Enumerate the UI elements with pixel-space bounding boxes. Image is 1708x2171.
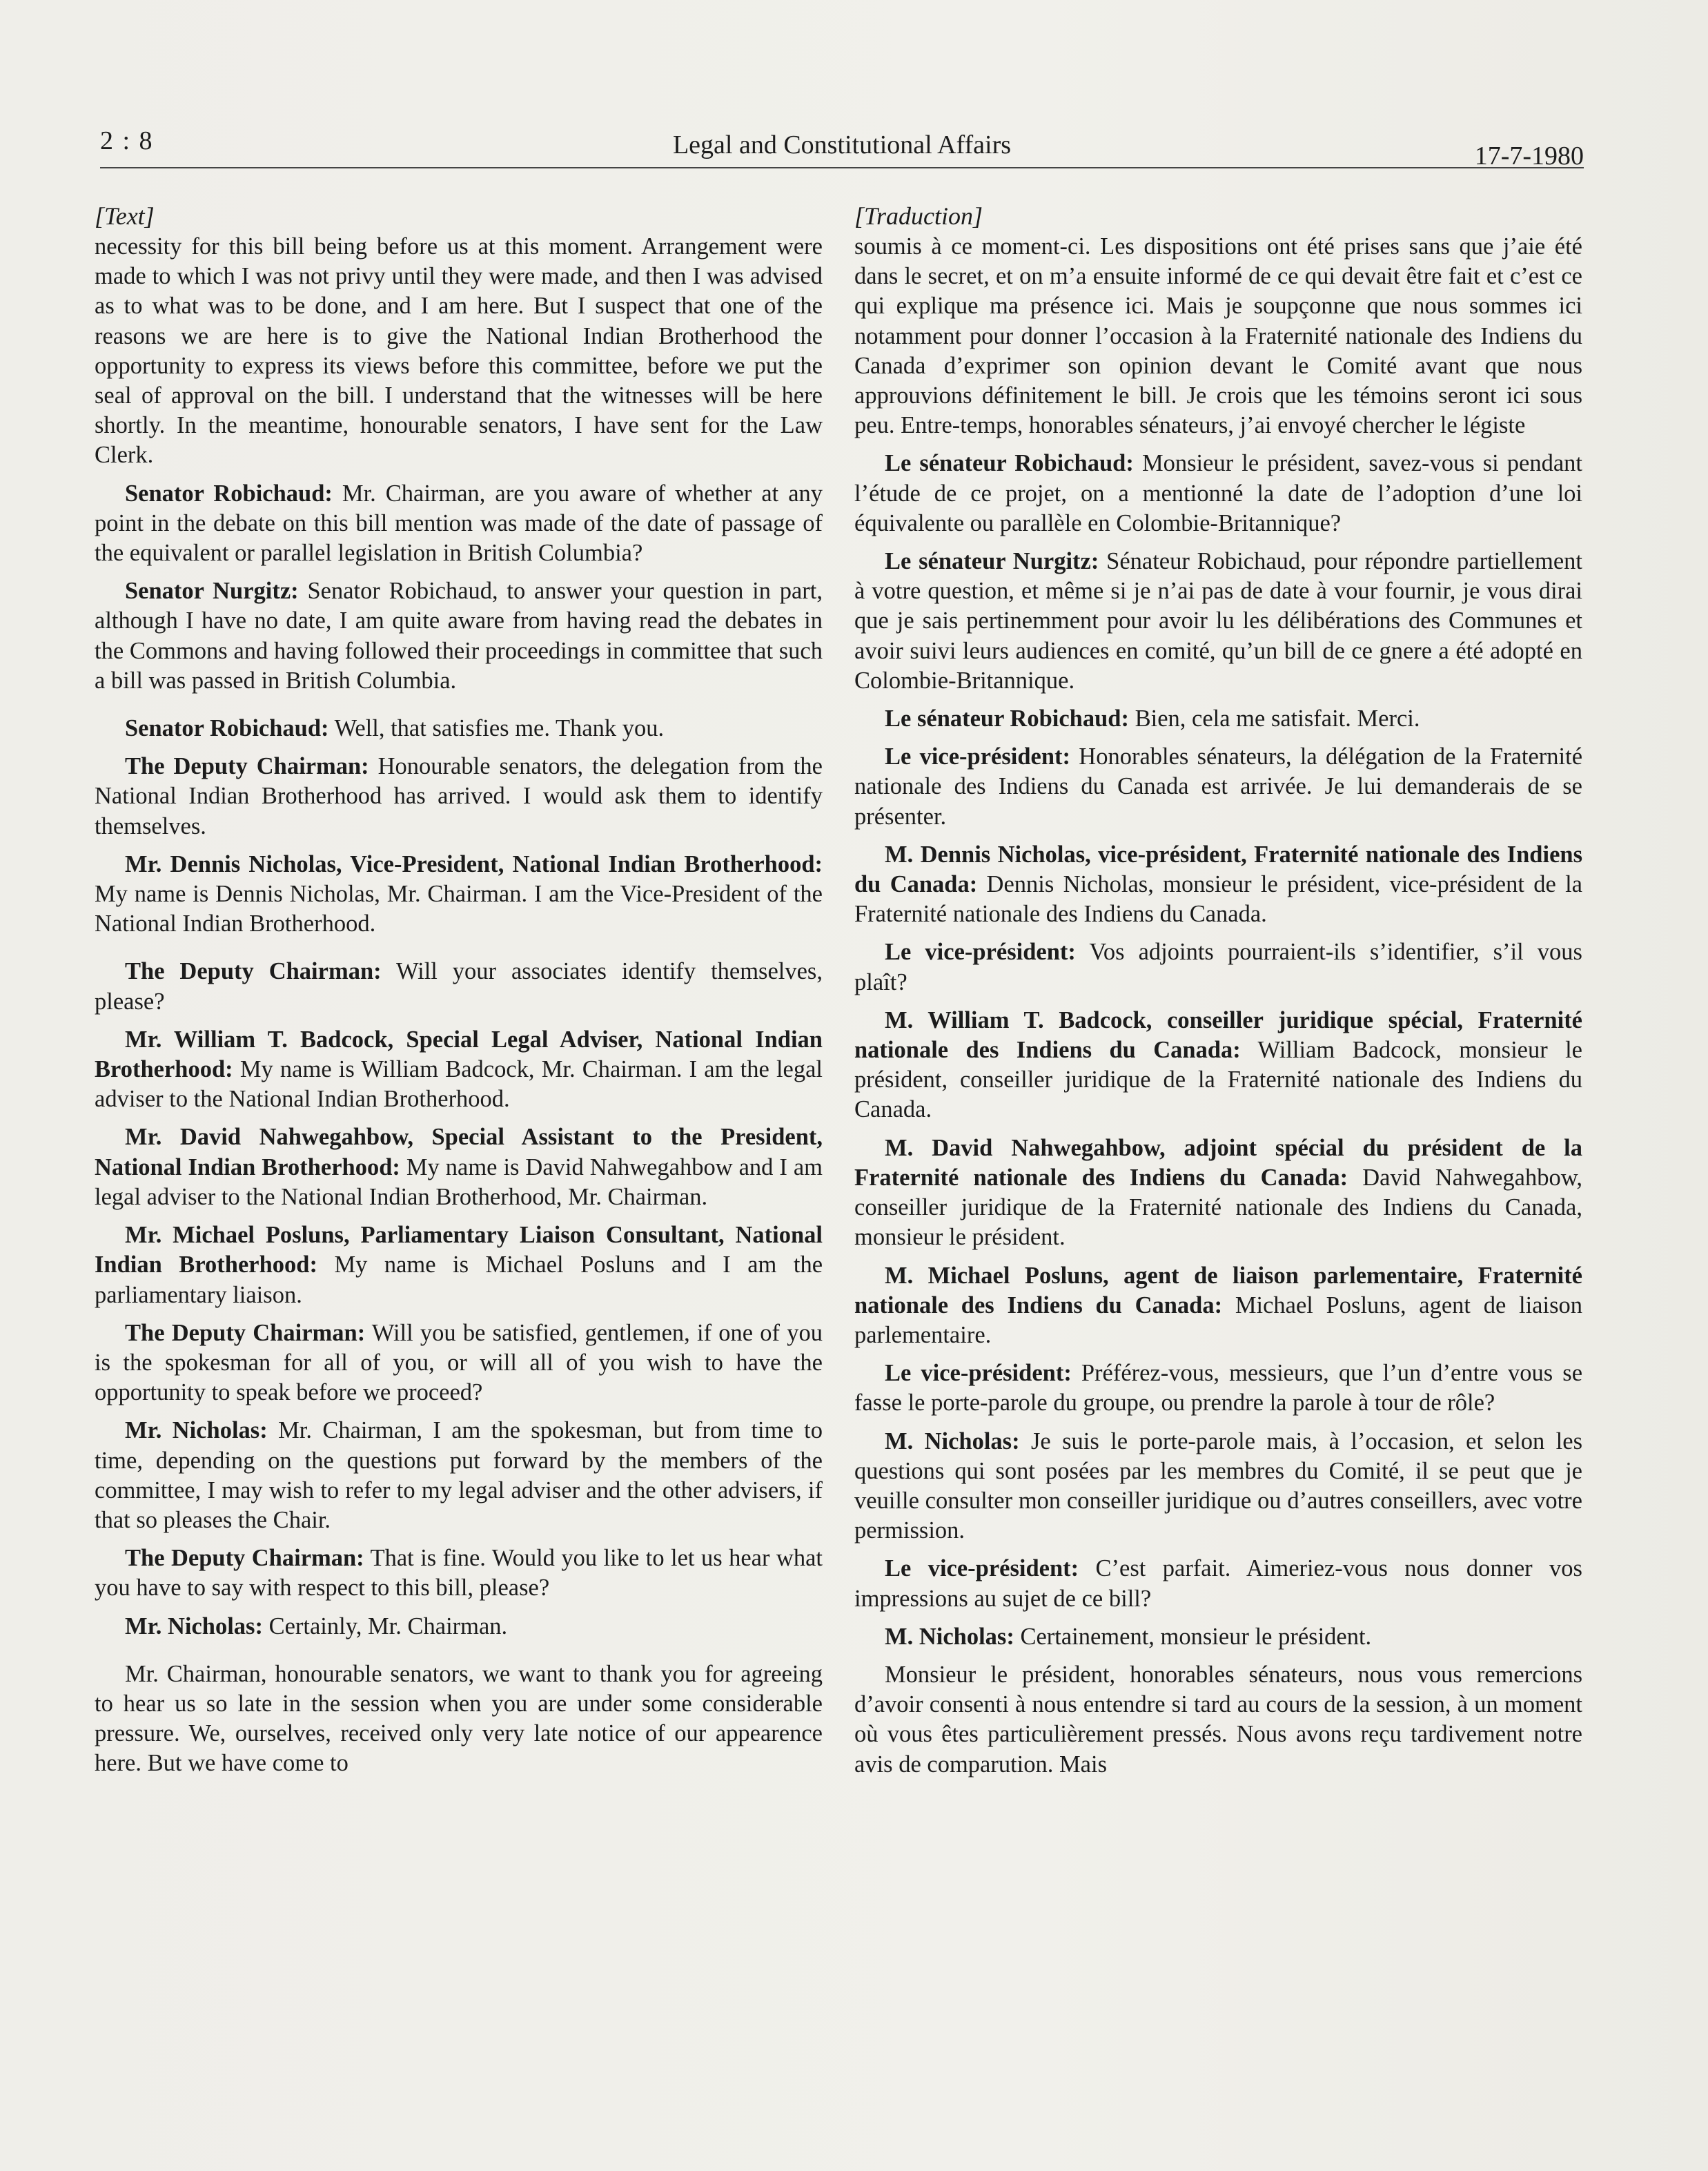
transcript-paragraph — [854, 547, 1582, 696]
transcript-paragraph — [854, 1427, 1582, 1546]
transcript-paragraph — [854, 449, 1582, 538]
paragraph-text: Mr. Chairman, I am the spokesman, but from time to time, depending on the questions put forward by the members of the committee, I may wish to refer to my legal adviser and the other advisers, if that so pleases the Chair. — [95, 1417, 823, 1533]
header-date: 17-7-1980 — [1474, 142, 1584, 171]
speaker-name: Le sénateur Robichaud: — [885, 705, 1129, 732]
speaker-name: The Deputy Chairman: — [125, 958, 382, 985]
paragraph-text: Vos adjoints pourraient-ils s’identifier, s’il vous plaît? — [854, 939, 1582, 995]
transcript-paragraph — [95, 232, 823, 471]
paragraph-text: Sénateur Robichaud, pour répondre partiellement à votre question, et même si je n’ai pas de date à vour fournir, je vous dirai que je sais pertinemment pour avoir lu les délibérations des Communes et avoir suivi leurs audiences en comité, qu’un bill de ce gnere a été adopté en Colombie-Britannique. — [854, 548, 1583, 694]
transcript-paragraph — [95, 1416, 823, 1535]
speaker-name: Senator Robichaud: — [125, 715, 329, 742]
speaker-name: Le vice-président: — [885, 939, 1076, 966]
speaker-name: Mr. Dennis Nicholas, Vice-President, National Indian Brotherhood: — [125, 850, 823, 877]
speaker-name: Le sénateur Robichaud: — [885, 450, 1134, 477]
speaker-name: M. Dennis Nicholas, vice-président, Fraternité nationale des Indiens du Canada: — [854, 841, 1582, 898]
speaker-name: The Deputy Chairman: — [125, 1545, 364, 1572]
speaker-name: Mr. David Nahwegahbow, Special Assistant to the President, National Indian Brotherhood: — [95, 1124, 823, 1180]
paragraph-text: C’est parfait. Aimeriez-vous nous donner vos impressions au sujet de ce bill? — [854, 1555, 1582, 1612]
transcript-paragraph — [95, 1544, 823, 1603]
speaker-name: Mr. Nicholas: — [125, 1613, 263, 1639]
speaker-name: The Deputy Chairman: — [125, 1319, 366, 1346]
speaker-name: Le sénateur Nurgitz: — [885, 548, 1099, 575]
paragraph-text: My name is Michael Posluns and I am the parliamentary liaison. — [95, 1252, 823, 1308]
transcript-paragraph — [854, 1554, 1582, 1613]
paragraph-text: That is fine. Would you like to let us hear what you have to say with respect to this bill, please? — [95, 1545, 823, 1602]
paragraph-text: Mr. Chairman, are you aware of whether at any point in the debate on this bill mention was made of the date of passage of the equivalent or parallel legislation in British Columbia? — [95, 480, 823, 567]
transcript-paragraph — [95, 752, 823, 841]
speaker-name: M. William T. Badcock, conseiller juridique spécial, Fraternité nationale des Indiens du Canada: — [854, 1006, 1582, 1064]
paragraph-text: Monsieur le président, honorables sénateurs, nous vous remercions d’avoir consenti à nous entendre si tard au cours de la session, à un moment où vous êtes particulièrement pressés. Nous avons reçu tardivement notre avis de comparution. Mais — [854, 1661, 1582, 1778]
transcript-paragraph — [854, 937, 1582, 997]
paragraph-text: Honourable senators, the delegation from the National Indian Brotherhood has arrived. I would ask them to identify themselves. — [95, 753, 823, 839]
paragraph-text: Certainly, Mr. Chairman. — [268, 1613, 508, 1639]
transcript-paragraph — [854, 704, 1582, 734]
column-language-label: [Traduction] — [854, 202, 983, 230]
paragraph-text: My name is Dennis Nicholas, Mr. Chairman. I am the Vice-President of the National Indian Brotherhood. — [95, 881, 823, 937]
running-title: Legal and Constitutional Affairs — [672, 130, 1012, 159]
transcript-paragraph — [95, 479, 823, 569]
paragraph-text: necessity for this bill being before us at this moment. Arrangement were made to which I was not privy until they were made, and then I was advised as to what was to be done, and I am here. But I suspect that one of the reasons we are here is to give the National Indian Brotherhood the opportunity to express its views before this committee, before we put the seal of approval on the bill. I understand that the witnesses will be here shortly. In the meantime, honourable senators, I have sent for the Law Clerk. — [95, 233, 823, 469]
transcript-paragraph — [854, 742, 1582, 832]
paragraph-text: Bien, cela me satisfait. Merci. — [1135, 705, 1420, 732]
page-header — [100, 124, 1584, 171]
paragraph-text: Honorables sénateurs, la délégation de la Fraternité nationale des Indiens du Canada est arrivée. Je lui demanderais de se présenter. — [854, 743, 1583, 830]
speaker-name: The Deputy Chairman: — [125, 753, 369, 780]
paragraph-text: Certainement, monsieur le président. — [1020, 1623, 1372, 1650]
transcript-paragraph — [95, 1122, 823, 1212]
transcript-paragraph — [854, 1006, 1582, 1125]
transcript-paragraph — [95, 850, 823, 940]
transcript-paragraph — [854, 1359, 1582, 1418]
transcript-paragraph — [95, 576, 823, 696]
paragraph-text: Mr. Chairman, honourable senators, we want to thank you for agreeing to hear us so late in the session when you are under some considerable pressure. We, ourselves, received only very late notice of our appearence here. But we have come to — [95, 1660, 823, 1777]
paragraph-text: Monsieur le président, savez-vous si pendant l’étude de ce projet, on a mentionné la date de l’adoption d’une loi équivalente ou parallèle en Colombie-Britannique? — [854, 450, 1583, 536]
transcript-paragraph — [854, 840, 1582, 930]
transcript-paragraph — [854, 1622, 1582, 1652]
speaker-name: Senator Robichaud: — [125, 480, 333, 507]
paragraph-text: Will your associates identify themselves, please? — [95, 958, 823, 1015]
paragraph-text: My name is David Nahwegahbow and I am legal adviser to the National Indian Brotherhood, Mr. Chairman. — [95, 1153, 823, 1210]
speaker-name: M. Michael Posluns, agent de liaison parlementaire, Fraternité nationale des Indiens du Canada: — [854, 1262, 1582, 1318]
paragraph-text: Dennis Nicholas, monsieur le président, vice-président de la Fraternité nationale des Indiens du Canada. — [854, 871, 1582, 928]
transcript-paragraph — [95, 1659, 823, 1779]
transcript-paragraph — [854, 232, 1582, 440]
paragraph-text: My name is William Badcock, Mr. Chairman. I am the legal adviser to the National Indian Brotherhood. — [95, 1056, 823, 1113]
speaker-name: Mr. Nicholas: — [125, 1417, 268, 1444]
paragraph-text: Préférez-vous, messieurs, que l’un d’entre vous se fasse le porte-parole du groupe, ou prendre la parole à tour de rôle? — [854, 1360, 1583, 1416]
french-column — [854, 200, 1582, 1788]
paragraph-text: David Nahwegahbow, conseiller juridique de la Fraternité nationale des Indiens du Canada, monsieur le président. — [854, 1164, 1583, 1251]
transcript-paragraph — [854, 1261, 1582, 1351]
speaker-name: M. David Nahwegahbow, adjoint spécial du président de la Fraternité nationale des Indiens du Canada: — [854, 1134, 1582, 1191]
paragraph-text: William Badcock, monsieur le président, conseiller juridique de la Fraternité nationale des Indiens du Canada. — [854, 1037, 1582, 1123]
speaker-name: Le vice-président: — [885, 1555, 1079, 1582]
transcript-paragraph — [95, 1612, 823, 1642]
paragraph-text: Michael Posluns, agent de liaison parlementaire. — [854, 1292, 1582, 1348]
speaker-name: M. Nicholas: — [885, 1623, 1014, 1650]
paragraph-text: Senator Robichaud, to answer your question in part, although I have no date, I am quite aware from having read the debates in the Commons and having followed their proceedings in committee that such a bill was passed in British Columbia. — [95, 578, 823, 694]
paragraph-text: Will you be satisfied, gentlemen, if one of you is the spokesman for all of you, or will all of you wish to have the opportunity to speak before we proceed? — [95, 1319, 823, 1406]
page-number: 2 : 8 — [100, 126, 154, 155]
transcript-paragraph — [854, 1133, 1582, 1253]
transcript-paragraph — [95, 1220, 823, 1310]
speaker-name: M. Nicholas: — [885, 1428, 1020, 1454]
paragraph-text: soumis à ce moment-ci. Les dispositions ont été prises sans que j’aie été dans le secret, et on m’a ensuite informé de ce qui devait être fait et c’est ce qui explique ma présence ici. Mais je soupçonne que nous sommes ici notamment pour donner l’occasion à la Fraternité nationale des Indiens du Canada d’exprimer son opinion devant le Comité avant que nous approuvions définitement le bill. Je crois que les témoins seront ici sous peu. Entre-temps, honorables sénateurs, j’ai envoyé chercher le légiste — [854, 233, 1582, 439]
transcript-paragraph — [95, 957, 823, 1016]
transcript-paragraph — [95, 714, 823, 743]
english-column — [95, 200, 823, 1787]
paragraph-text: Well, that satisfies me. Thank you. — [334, 715, 665, 742]
paragraph-text: Je suis le porte-parole mais, à l’occasion, et selon les questions qui sont posées par les membres du Comité, il se peut que je veuille consulter mon conseiller juridique ou d’autres conseillers, avec votre permission. — [854, 1428, 1582, 1544]
speaker-name: Mr. William T. Badcock, Special Legal Adviser, National Indian Brotherhood: — [95, 1026, 823, 1083]
column-language-label: [Text] — [95, 202, 155, 230]
transcript-paragraph — [854, 1660, 1582, 1780]
transcript-paragraph — [95, 1025, 823, 1115]
speaker-name: Le vice-président: — [885, 1360, 1072, 1387]
speaker-name: Mr. Michael Posluns, Parliamentary Liaison Consultant, National Indian Brotherhood: — [95, 1222, 823, 1278]
transcript-paragraph — [95, 1318, 823, 1408]
speaker-name: Senator Nurgitz: — [125, 578, 299, 605]
speaker-name: Le vice-président: — [885, 743, 1071, 770]
